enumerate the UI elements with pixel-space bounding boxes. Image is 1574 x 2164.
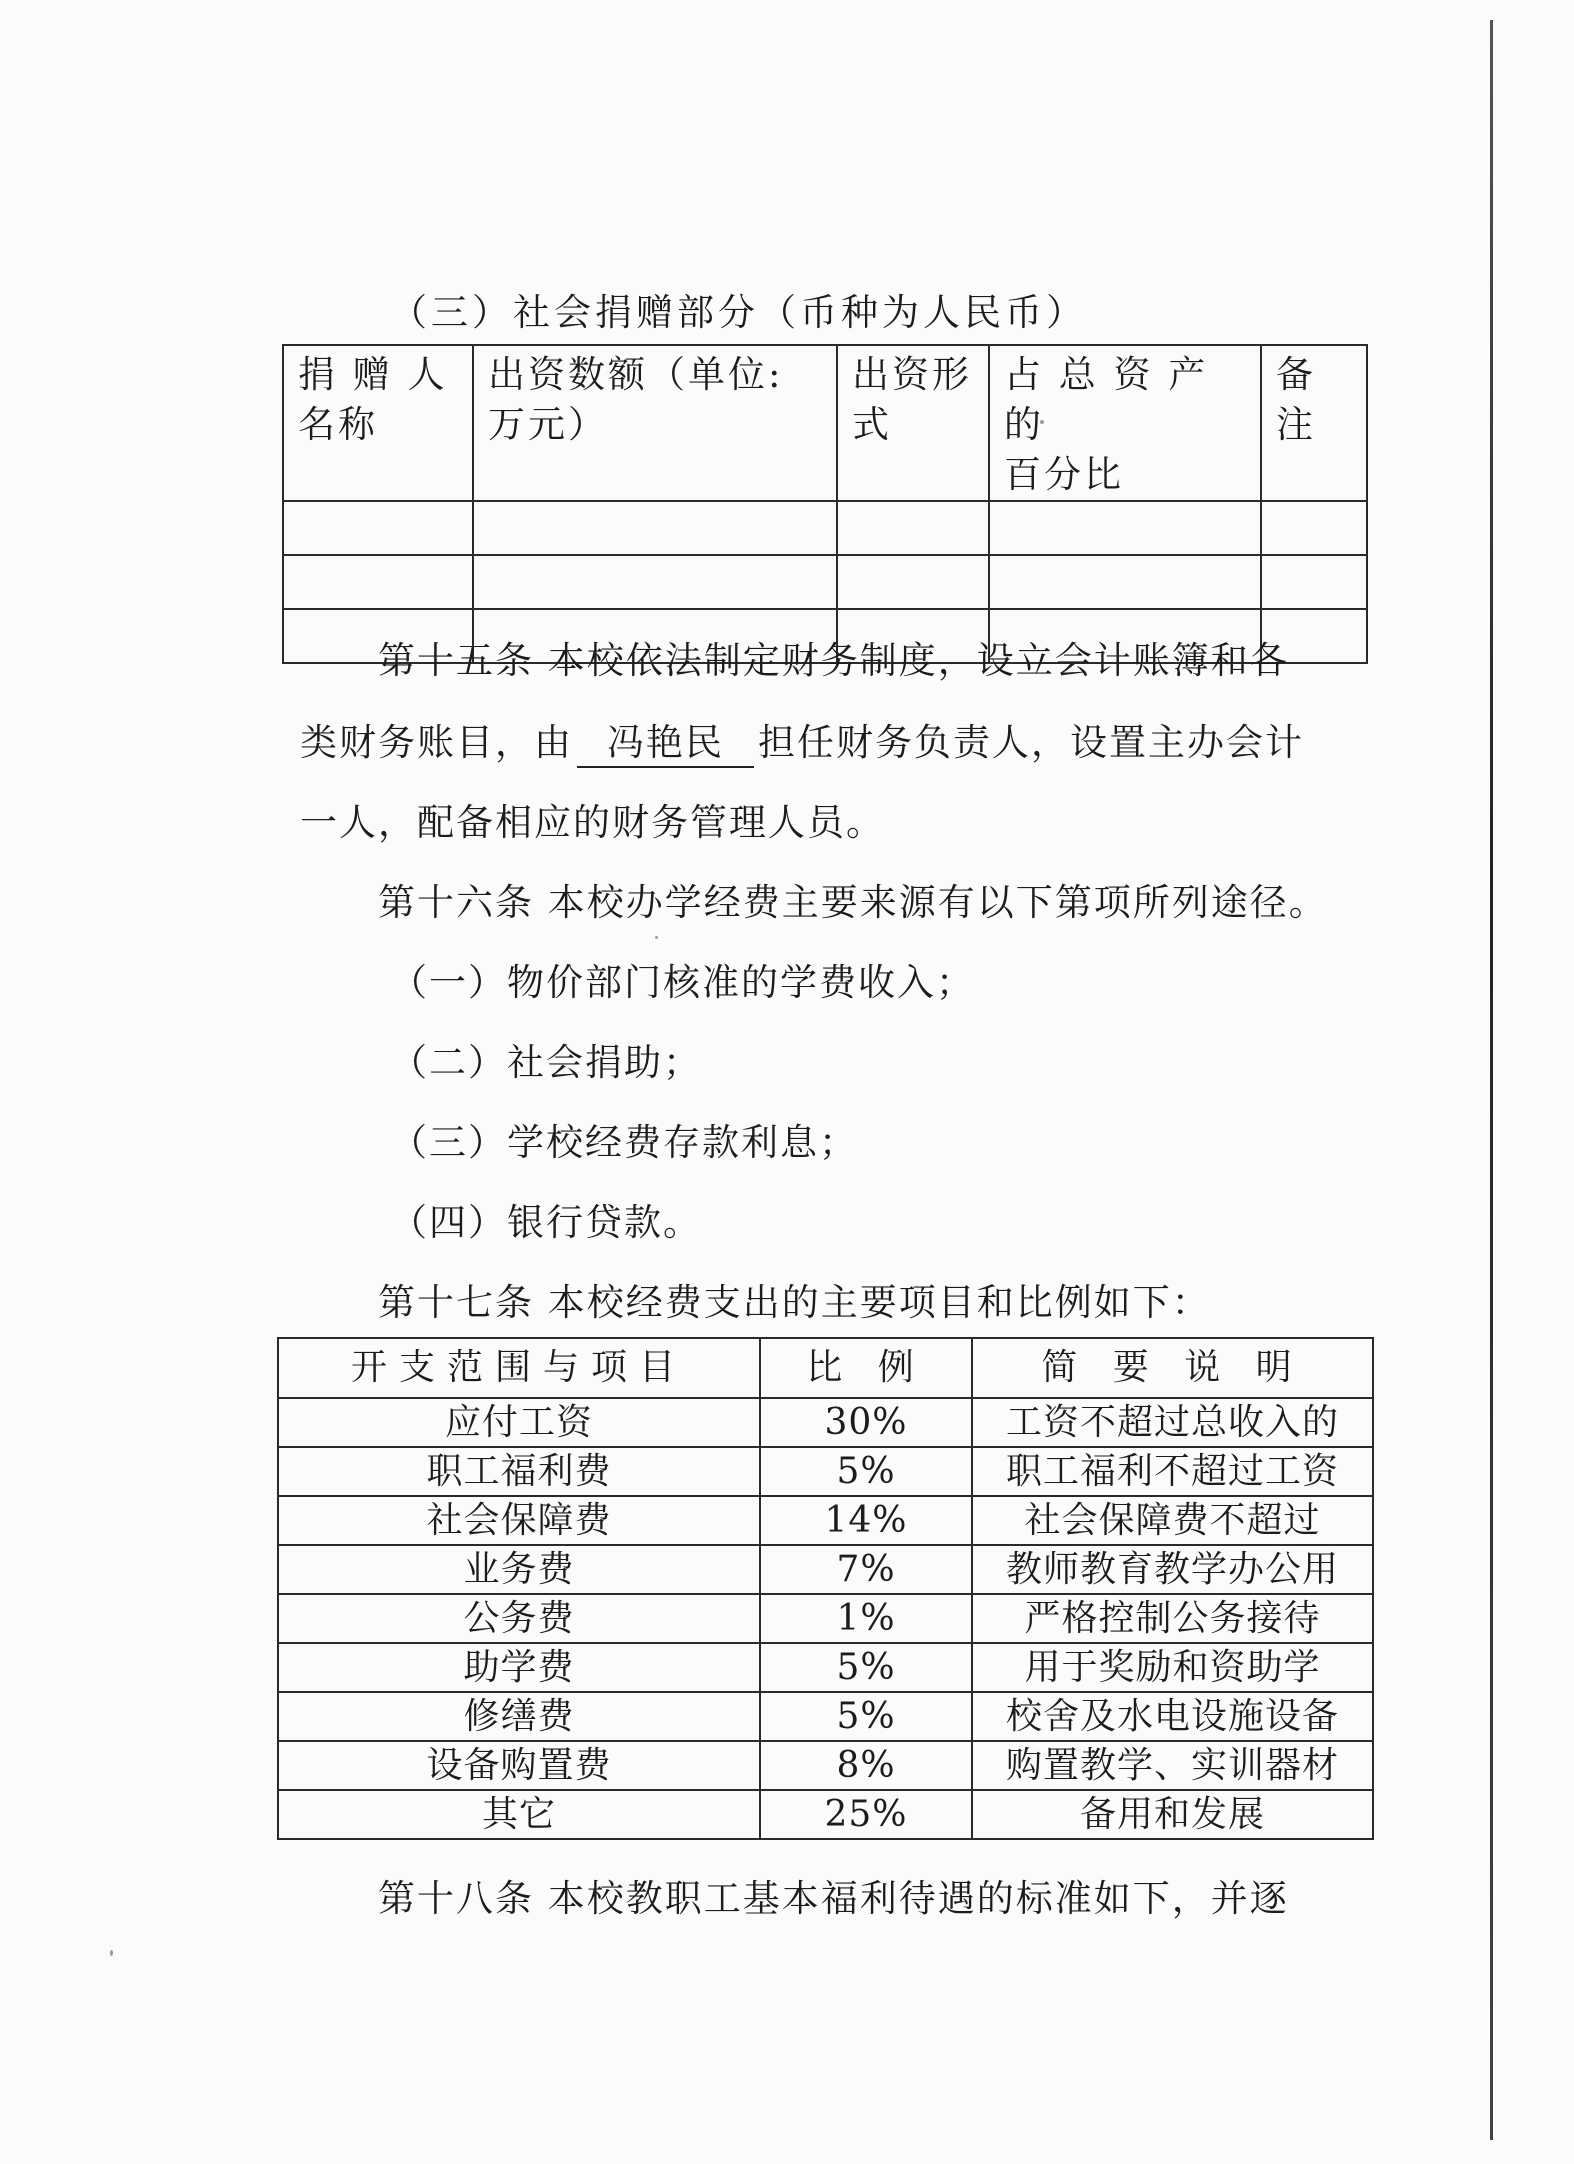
finance-head-name: 冯艳民 <box>577 712 754 768</box>
table-header-row <box>278 1338 1373 1398</box>
scan-speck <box>655 936 658 939</box>
header-donor-name: 捐 赠 人 名称 <box>283 345 473 501</box>
table-row <box>283 501 1367 555</box>
table-row: 职工福利费 5% 职工福利不超过工资 <box>278 1447 1373 1496</box>
donation-table <box>282 344 1368 664</box>
scan-speck <box>110 1950 113 1956</box>
table-row: 业务费 7% 教师教育教学办公用 <box>278 1545 1373 1594</box>
table-row: 应付工资 30% 工资不超过总收入的 <box>278 1398 1373 1447</box>
article-16-intro: 第十六条 本校办学经费主要来源有以下第项所列途径。 <box>378 881 1328 924</box>
table-row <box>283 555 1367 609</box>
table-row: 设备购置费 8% 购置教学、实训器材 <box>278 1741 1373 1790</box>
article-15-line-3: 一人，配备相应的财务管理人员。 <box>300 801 885 844</box>
article-15-line-1: 第十五条 本校依法制定财务制度，设立会计账簿和各 <box>378 639 1289 682</box>
funding-item-4: （四）银行贷款。 <box>390 1201 702 1244</box>
funding-item-1: （一）物价部门核准的学费收入； <box>390 961 975 1004</box>
funding-item-3: （三）学校经费存款利息； <box>390 1121 858 1164</box>
table-row: 公务费 1% 严格控制公务接待 <box>278 1594 1373 1643</box>
page-edge-shadow <box>1490 20 1493 2140</box>
table-row: 其它 25% 备用和发展 <box>278 1790 1373 1839</box>
table-row: 助学费 5% 用于奖励和资助学 <box>278 1643 1373 1692</box>
table-row: 修缮费 5% 校舍及水电设施设备 <box>278 1692 1373 1741</box>
header-description: 简 要 说 明 <box>972 1338 1373 1398</box>
header-percent: 占 总 资 产 的 百分比 <box>989 345 1261 501</box>
article-18: 第十八条 本校教职工基本福利待遇的标准如下，并逐 <box>378 1877 1289 1920</box>
header-form: 出资形 式 <box>837 345 989 501</box>
header-remark: 备 注 <box>1261 345 1367 501</box>
table-header-row <box>283 345 1367 501</box>
article-15-line-2: 类财务账目，由 冯艳民 担任财务负责人，设置主办会计 <box>300 712 1360 768</box>
header-ratio: 比 例 <box>760 1338 972 1398</box>
article-17: 第十七条 本校经费支出的主要项目和比例如下： <box>378 1281 1211 1324</box>
section-heading-donations: （三）社会捐赠部分（币种为人民币） <box>390 291 1087 334</box>
expense-table <box>277 1337 1374 1840</box>
header-amount: 出资数额（单位: 万元） <box>473 345 837 501</box>
header-scope: 开支范围与项目 <box>278 1338 760 1398</box>
funding-item-2: （二）社会捐助； <box>390 1041 702 1084</box>
table-row: 社会保障费 14% 社会保障费不超过 <box>278 1496 1373 1545</box>
